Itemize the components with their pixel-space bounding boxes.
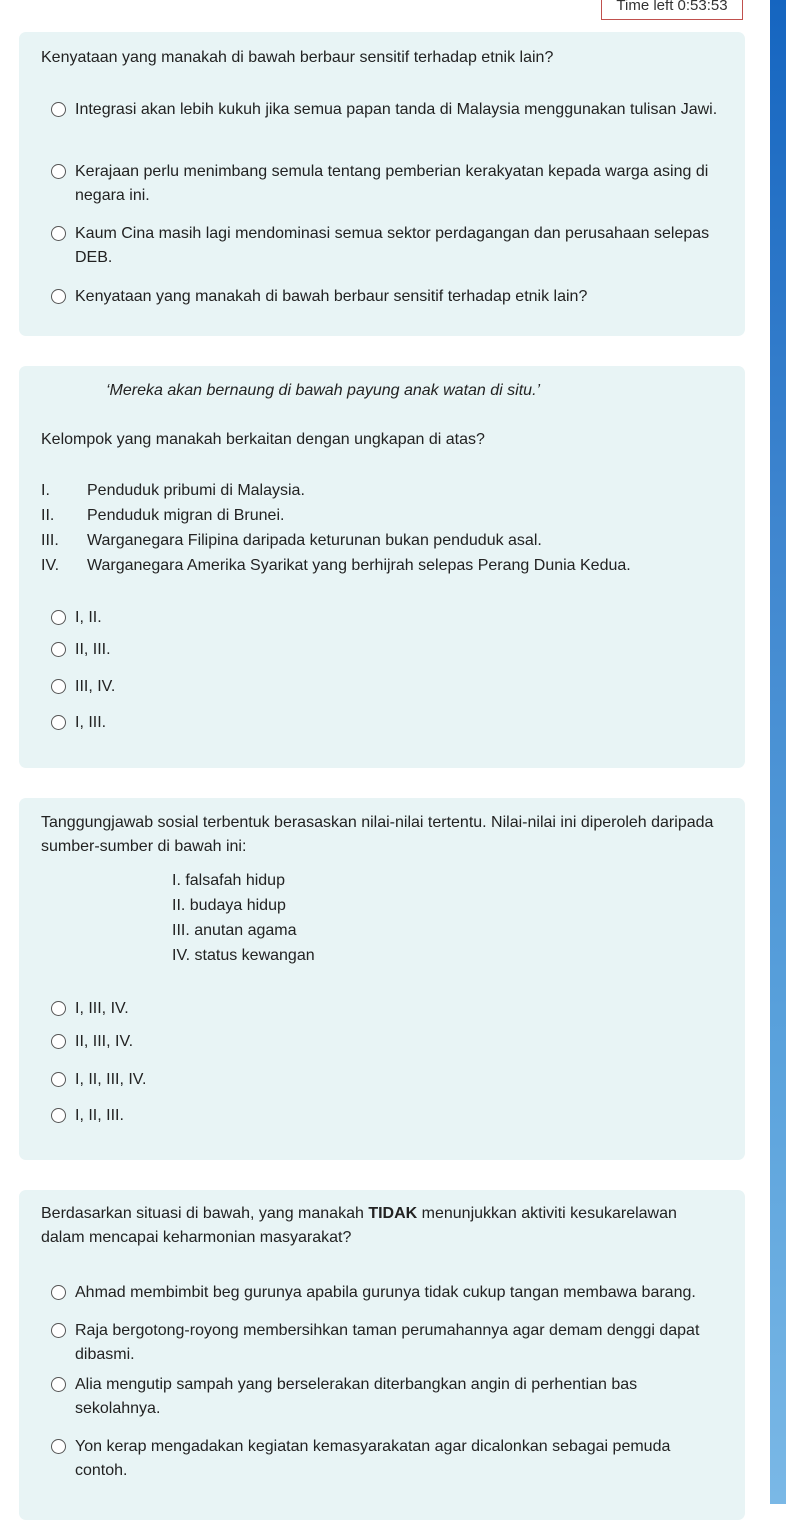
q3-option-4[interactable] [41,1104,124,1128]
radio-button[interactable] [51,1323,66,1338]
radio-button[interactable] [51,289,66,304]
q1-option-2[interactable] [41,160,723,208]
question-card-3 [19,798,745,1160]
statement-text: Warganegara Filipina daripada keturunan bukan penduduk asal. [87,532,542,549]
statement-number: II. [41,507,55,524]
radio-button[interactable] [51,226,66,241]
q3-option-3[interactable] [41,1068,146,1092]
q1-option-4-label: Kenyataan yang manakah di bawah berbaur sensitif terhadap etnik lain? [75,288,588,305]
radio-button[interactable] [51,102,66,117]
question-2-quote: ‘Mereka akan bernaung di bawah payung anak watan di situ.’ [106,382,541,399]
statement-item: I. falsafah hidup [172,872,285,889]
q2-option-3[interactable] [41,675,115,699]
q3-option-1[interactable] [41,997,129,1021]
q2-option-4-label: I, III. [75,714,107,731]
question-3-prompt: Tanggungjawab sosial terbentuk berasaskan nilai-nilai tertentu. Nilai-nilai ini diperoleh daripada sumber-sumber di bawah ini: [41,814,714,855]
q3-option-1-label: I, III, IV. [75,1000,129,1017]
q4-option-1-label: Ahmad membimbit beg gurunya apabila gurunya tidak cukup tangan membawa barang. [75,1284,696,1301]
radio-button[interactable] [51,1034,66,1049]
q3-option-2-label: II, III, IV. [75,1033,134,1050]
statement-number: IV. [41,557,60,574]
statement-text: Warganegara Amerika Syarikat yang berhijrah selepas Perang Dunia Kedua. [87,557,631,574]
q2-option-1[interactable] [41,606,102,630]
statement-text: Penduduk migran di Brunei. [87,507,285,524]
question-4-prompt-emphasis: TIDAK [368,1205,418,1222]
q1-option-3[interactable] [41,222,723,270]
q4-option-1[interactable] [41,1281,723,1305]
statement-item [41,503,723,528]
question-4-prompt [41,1202,723,1250]
q2-option-3-label: III, IV. [75,678,116,695]
q1-option-1-label: Integrasi akan lebih kukuh jika semua papan tanda di Malaysia menggunakan tulisan Jawi. [75,101,718,118]
statement-text: Penduduk pribumi di Malaysia. [87,482,305,499]
radio-button[interactable] [51,610,66,625]
question-3-statements [41,868,315,968]
radio-button[interactable] [51,642,66,657]
radio-button[interactable] [51,715,66,730]
q1-option-1[interactable] [41,98,723,122]
radio-button[interactable] [51,679,66,694]
radio-button[interactable] [51,1377,66,1392]
radio-button[interactable] [51,1072,66,1087]
vertical-scrollbar[interactable] [770,0,786,1504]
q2-option-2[interactable] [41,638,111,662]
statement-number: I. [41,482,50,499]
q4-option-3[interactable] [41,1373,723,1421]
q3-option-3-label: I, II, III, IV. [75,1071,147,1088]
statement-item [41,553,723,578]
statement-item: IV. status kewangan [172,947,315,964]
q1-option-3-label: Kaum Cina masih lagi mendominasi semua sektor perdagangan dan perusahaan selepas DEB. [75,225,710,266]
q4-option-2[interactable] [41,1319,723,1367]
q4-option-2-label: Raja bergotong-royong membersihkan taman perumahannya agar demam denggi dapat dibasmi. [75,1322,700,1363]
question-2-statements [41,478,723,578]
q3-option-2[interactable] [41,1030,133,1054]
statement-item [41,528,723,553]
question-4-prompt-end: menunjukkan aktiviti kesukarelawan dalam mencapai keharmonian masyarakat? [41,1205,677,1246]
q3-option-4-label: I, II, III. [75,1107,124,1124]
q1-option-4[interactable] [41,285,723,309]
q1-option-2-label: Kerajaan perlu menimbang semula tentang pemberian kerakyatan kepada warga asing di negara ini. [75,163,709,204]
q4-option-3-label: Alia mengutip sampah yang berselerakan diterbangkan angin di perhentian bas sekolahnya. [75,1376,638,1417]
q2-option-1-label: I, II. [75,609,102,626]
question-1-prompt: Kenyataan yang manakah di bawah berbaur sensitif terhadap etnik lain? [41,49,554,66]
statement-item: II. budaya hidup [172,897,286,914]
question-card-1 [19,32,745,336]
radio-button[interactable] [51,1108,66,1123]
statement-item [41,478,723,503]
radio-button[interactable] [51,1285,66,1300]
radio-button[interactable] [51,1001,66,1016]
q2-option-2-label: II, III. [75,641,111,658]
statement-number: III. [41,532,59,549]
statement-item: III. anutan agama [172,922,297,939]
radio-button[interactable] [51,1439,66,1454]
question-card-4 [19,1190,745,1520]
q4-option-4-label: Yon kerap mengadakan kegiatan kemasyarakatan agar dicalonkan sebagai pemuda contoh. [75,1438,671,1479]
q4-option-4[interactable] [41,1435,723,1483]
radio-button[interactable] [51,164,66,179]
question-2-prompt: Kelompok yang manakah berkaitan dengan ungkapan di atas? [41,431,485,448]
time-left-indicator: Time left 0:53:53 [601,0,743,20]
question-card-2 [19,366,745,768]
question-4-prompt-start: Berdasarkan situasi di bawah, yang manakah [41,1205,369,1222]
q2-option-4[interactable] [41,711,106,735]
